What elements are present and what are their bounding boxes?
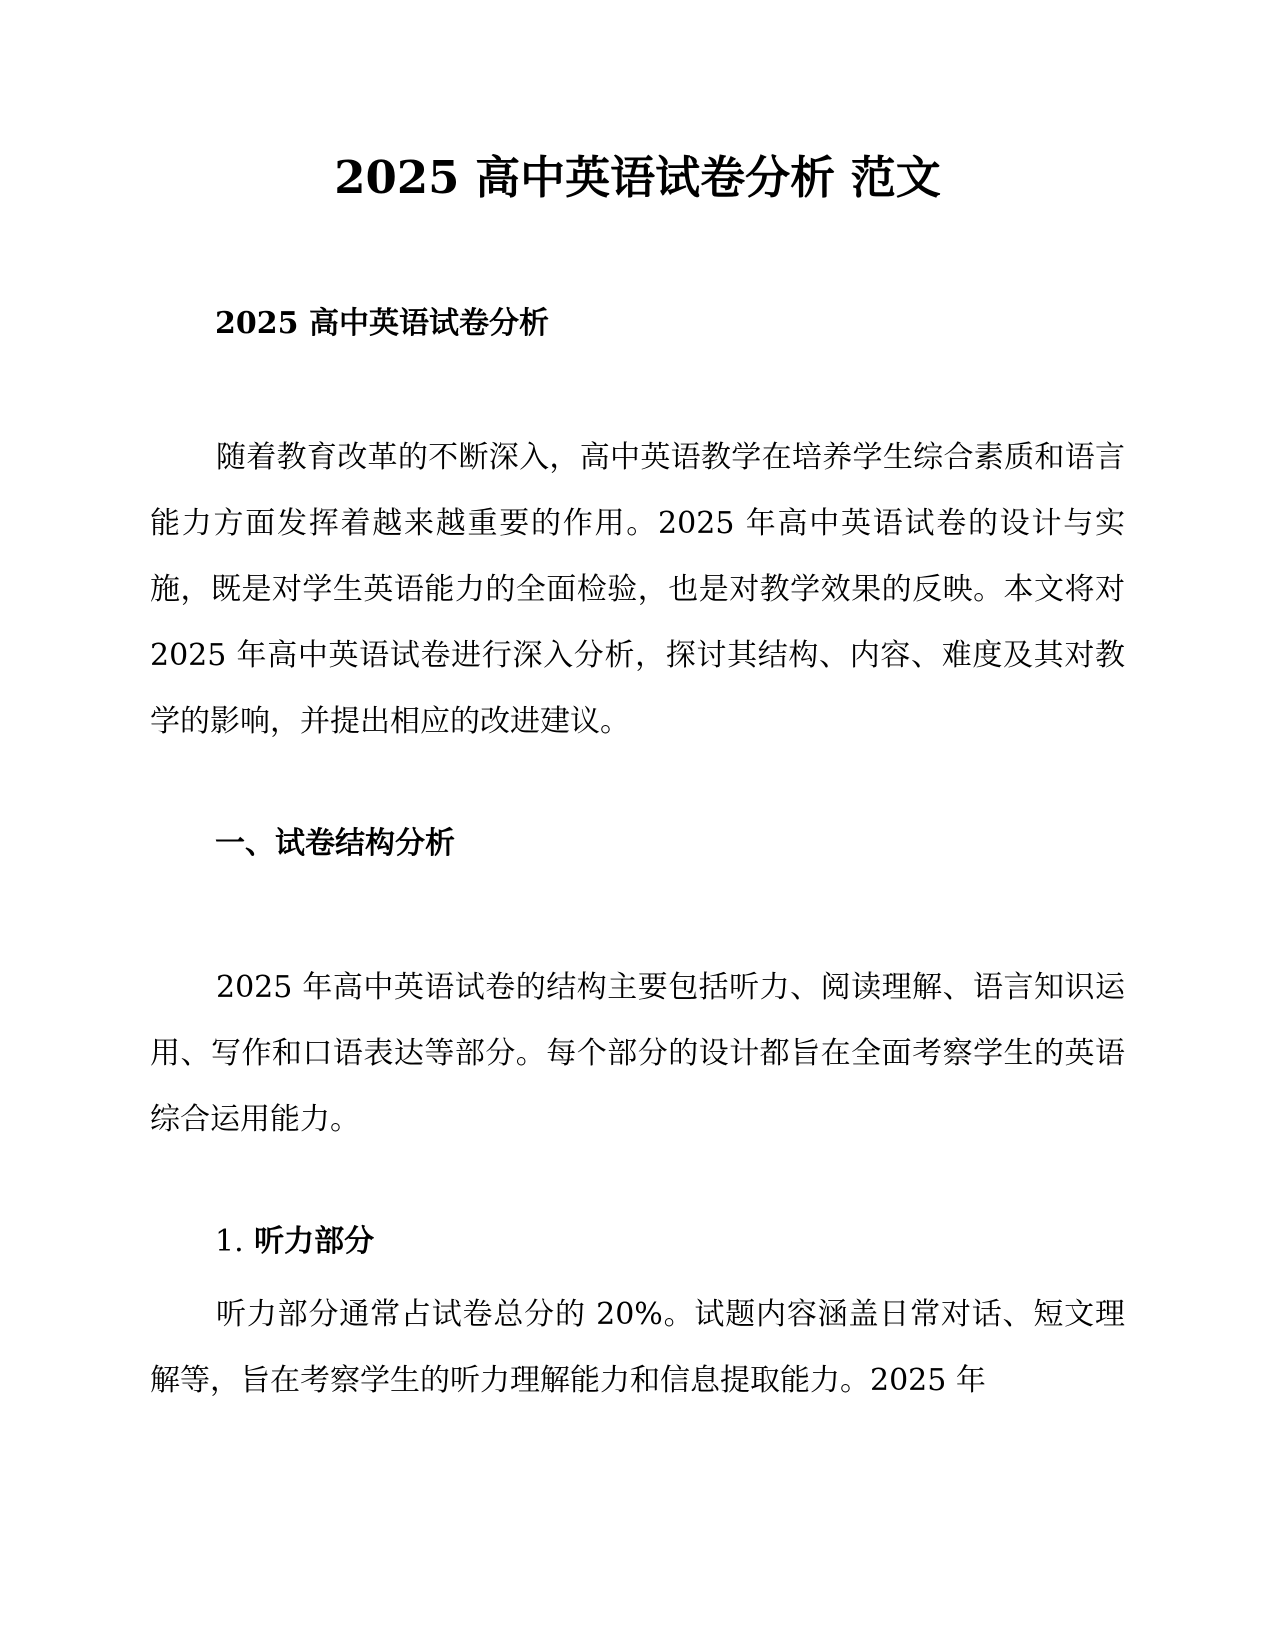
document-subtitle: 2025 高中英语试卷分析 [215,306,549,341]
intro-paragraph: 随着教育改革的不断深入，高中英语教学在培养学生综合素质和语言能力方面发挥着越来越重要的作用。2025 年高中英语试卷的设计与实施，既是对学生英语能力的全面检验，也是对教学效果的反映。本文将对 2025 年高中英语试卷进行深入分析，探讨其结构、内容、难度及其对教学的影响，并提出相应的改进建议。 [150,440,1125,739]
document-title: 2025 高中英语试卷分析 范文 [334,151,941,204]
subsection-title: 听力部分 [254,1224,375,1259]
section-heading-structure: 一、试卷结构分析 [215,826,455,861]
listening-paragraph: 听力部分通常占试卷总分的 20%。试题内容涵盖日常对话、短文理解等，旨在考察学生的听力理解能力和信息提取能力。2025 年 [150,1297,1125,1398]
subsection-heading-listening [215,1220,374,1264]
structure-paragraph: 2025 年高中英语试卷的结构主要包括听力、阅读理解、语言知识运用、写作和口语表达等部分。每个部分的设计都旨在全面考察学生的英语综合运用能力。 [150,970,1125,1137]
subsection-number: 1. [215,1224,244,1259]
